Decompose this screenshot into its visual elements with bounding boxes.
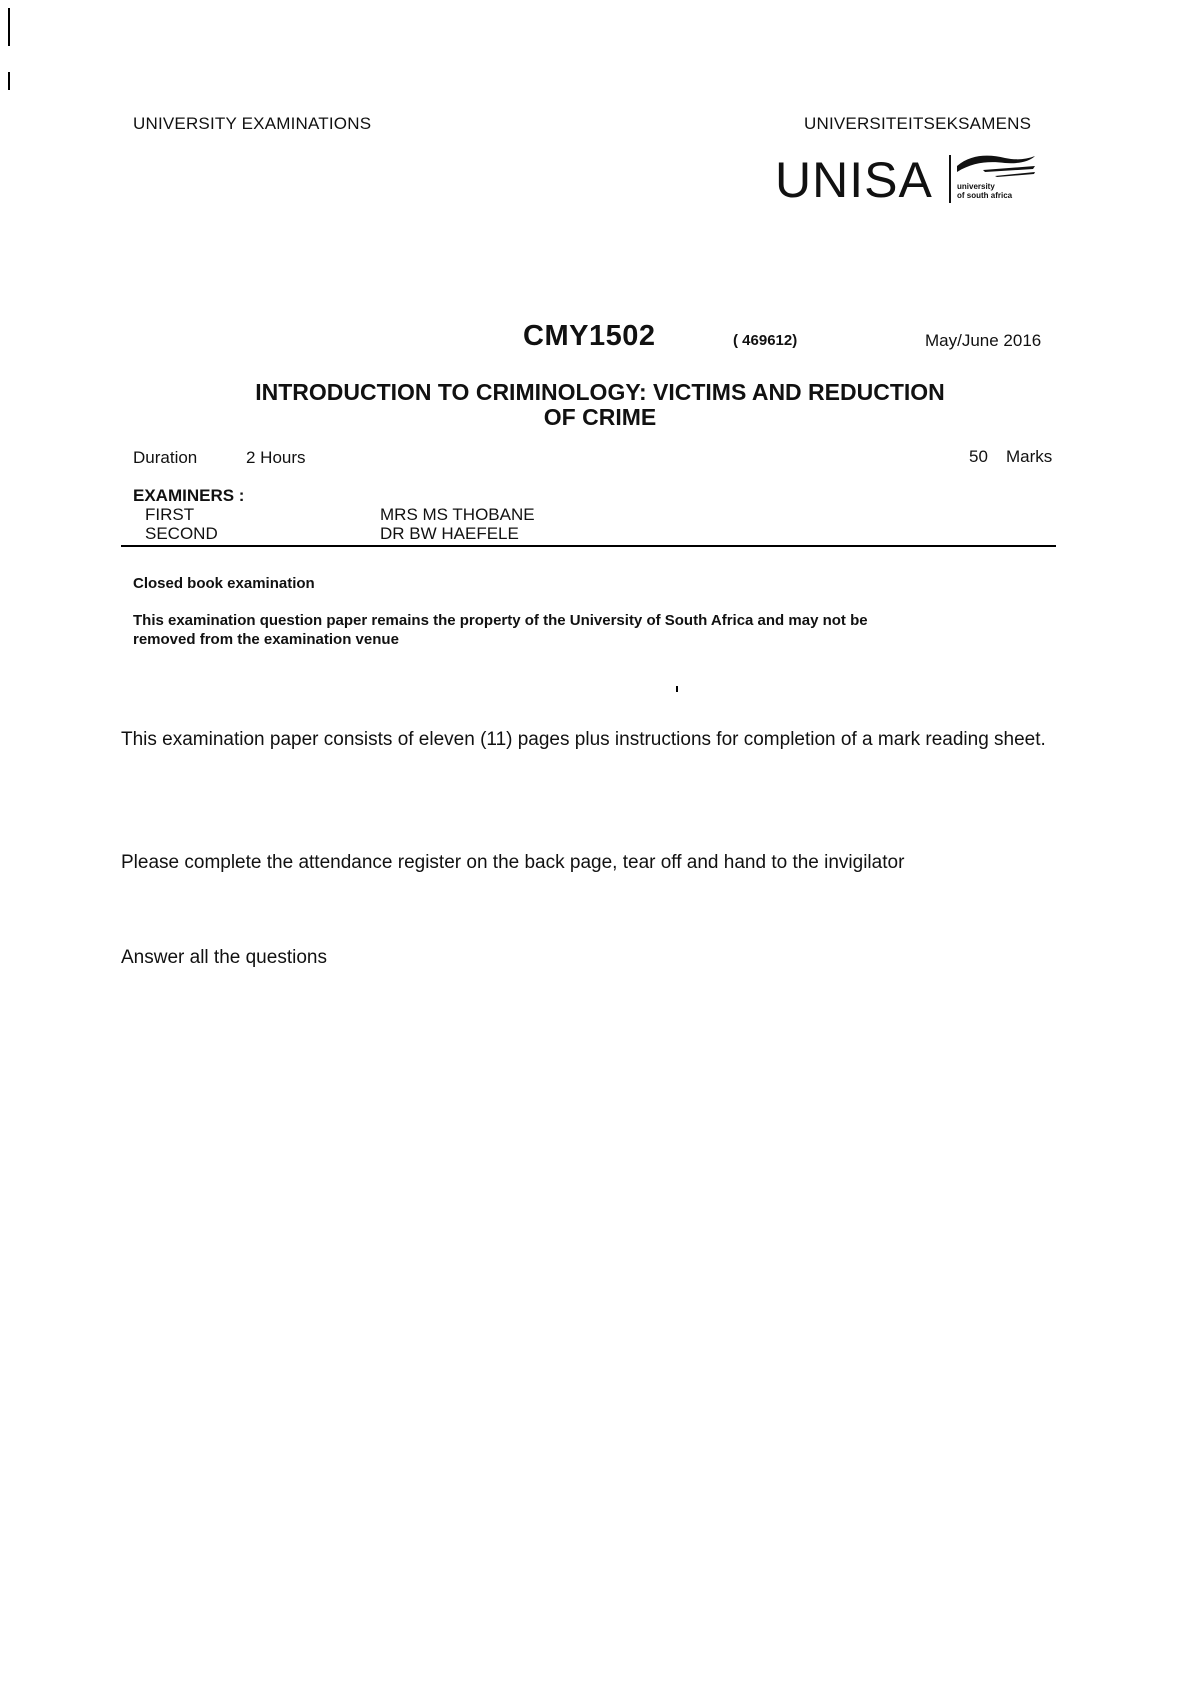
answer-instruction: Answer all the questions [121,947,327,968]
duration-label: Duration [133,448,198,467]
property-notice [133,611,1033,649]
scan-mark-dash [8,72,10,90]
scan-speck [676,686,678,692]
attendance-instruction: Please complete the attendance register on the back page, tear off and hand to the invigilator [121,852,905,873]
logo-divider [949,155,951,203]
unisa-flag-icon [955,152,1037,182]
course-title [120,380,1080,430]
examiner-second-name: DR BW HAEFELE [380,524,519,543]
course-code: CMY1502 [523,320,656,352]
logo-tagline-line2: of south africa [957,191,1013,200]
logo-wordmark: UNISA [775,152,933,208]
examiner-first-name: MRS MS THOBANE [380,505,535,524]
marks-label: Marks [1006,447,1053,466]
unisa-logo [775,150,1037,210]
closed-book-notice: Closed book examination [133,575,315,592]
scan-mark-line [8,8,10,46]
header-universiteitseksamens: UNIVERSITEITSEKSAMENS [804,114,1032,133]
examiner-first-label: FIRST [145,505,195,524]
duration-value: 2 Hours [246,448,306,467]
marks-value: 50 [969,447,988,466]
logo-tagline-line1: university [957,182,995,191]
property-notice-line2: removed from the examination venue [133,631,399,648]
examiner-second-label: SECOND [145,524,218,543]
header-divider-rule [121,545,1056,547]
course-number: ( 469612) [733,332,798,349]
examiners-heading: EXAMINERS : [133,486,245,505]
pages-instruction: This examination paper consists of eleven (11) pages plus instructions for completion of a mark reading sheet. [121,729,1046,750]
property-notice-line1: This examination question paper remains the property of the University of South Africa and may not be [133,612,868,629]
course-title-line1: INTRODUCTION TO CRIMINOLOGY: VICTIMS AND REDUCTION [255,379,945,405]
header-university-examinations: UNIVERSITY EXAMINATIONS [133,114,372,133]
course-title-line2: OF CRIME [543,404,657,430]
exam-session: May/June 2016 [925,331,1042,350]
